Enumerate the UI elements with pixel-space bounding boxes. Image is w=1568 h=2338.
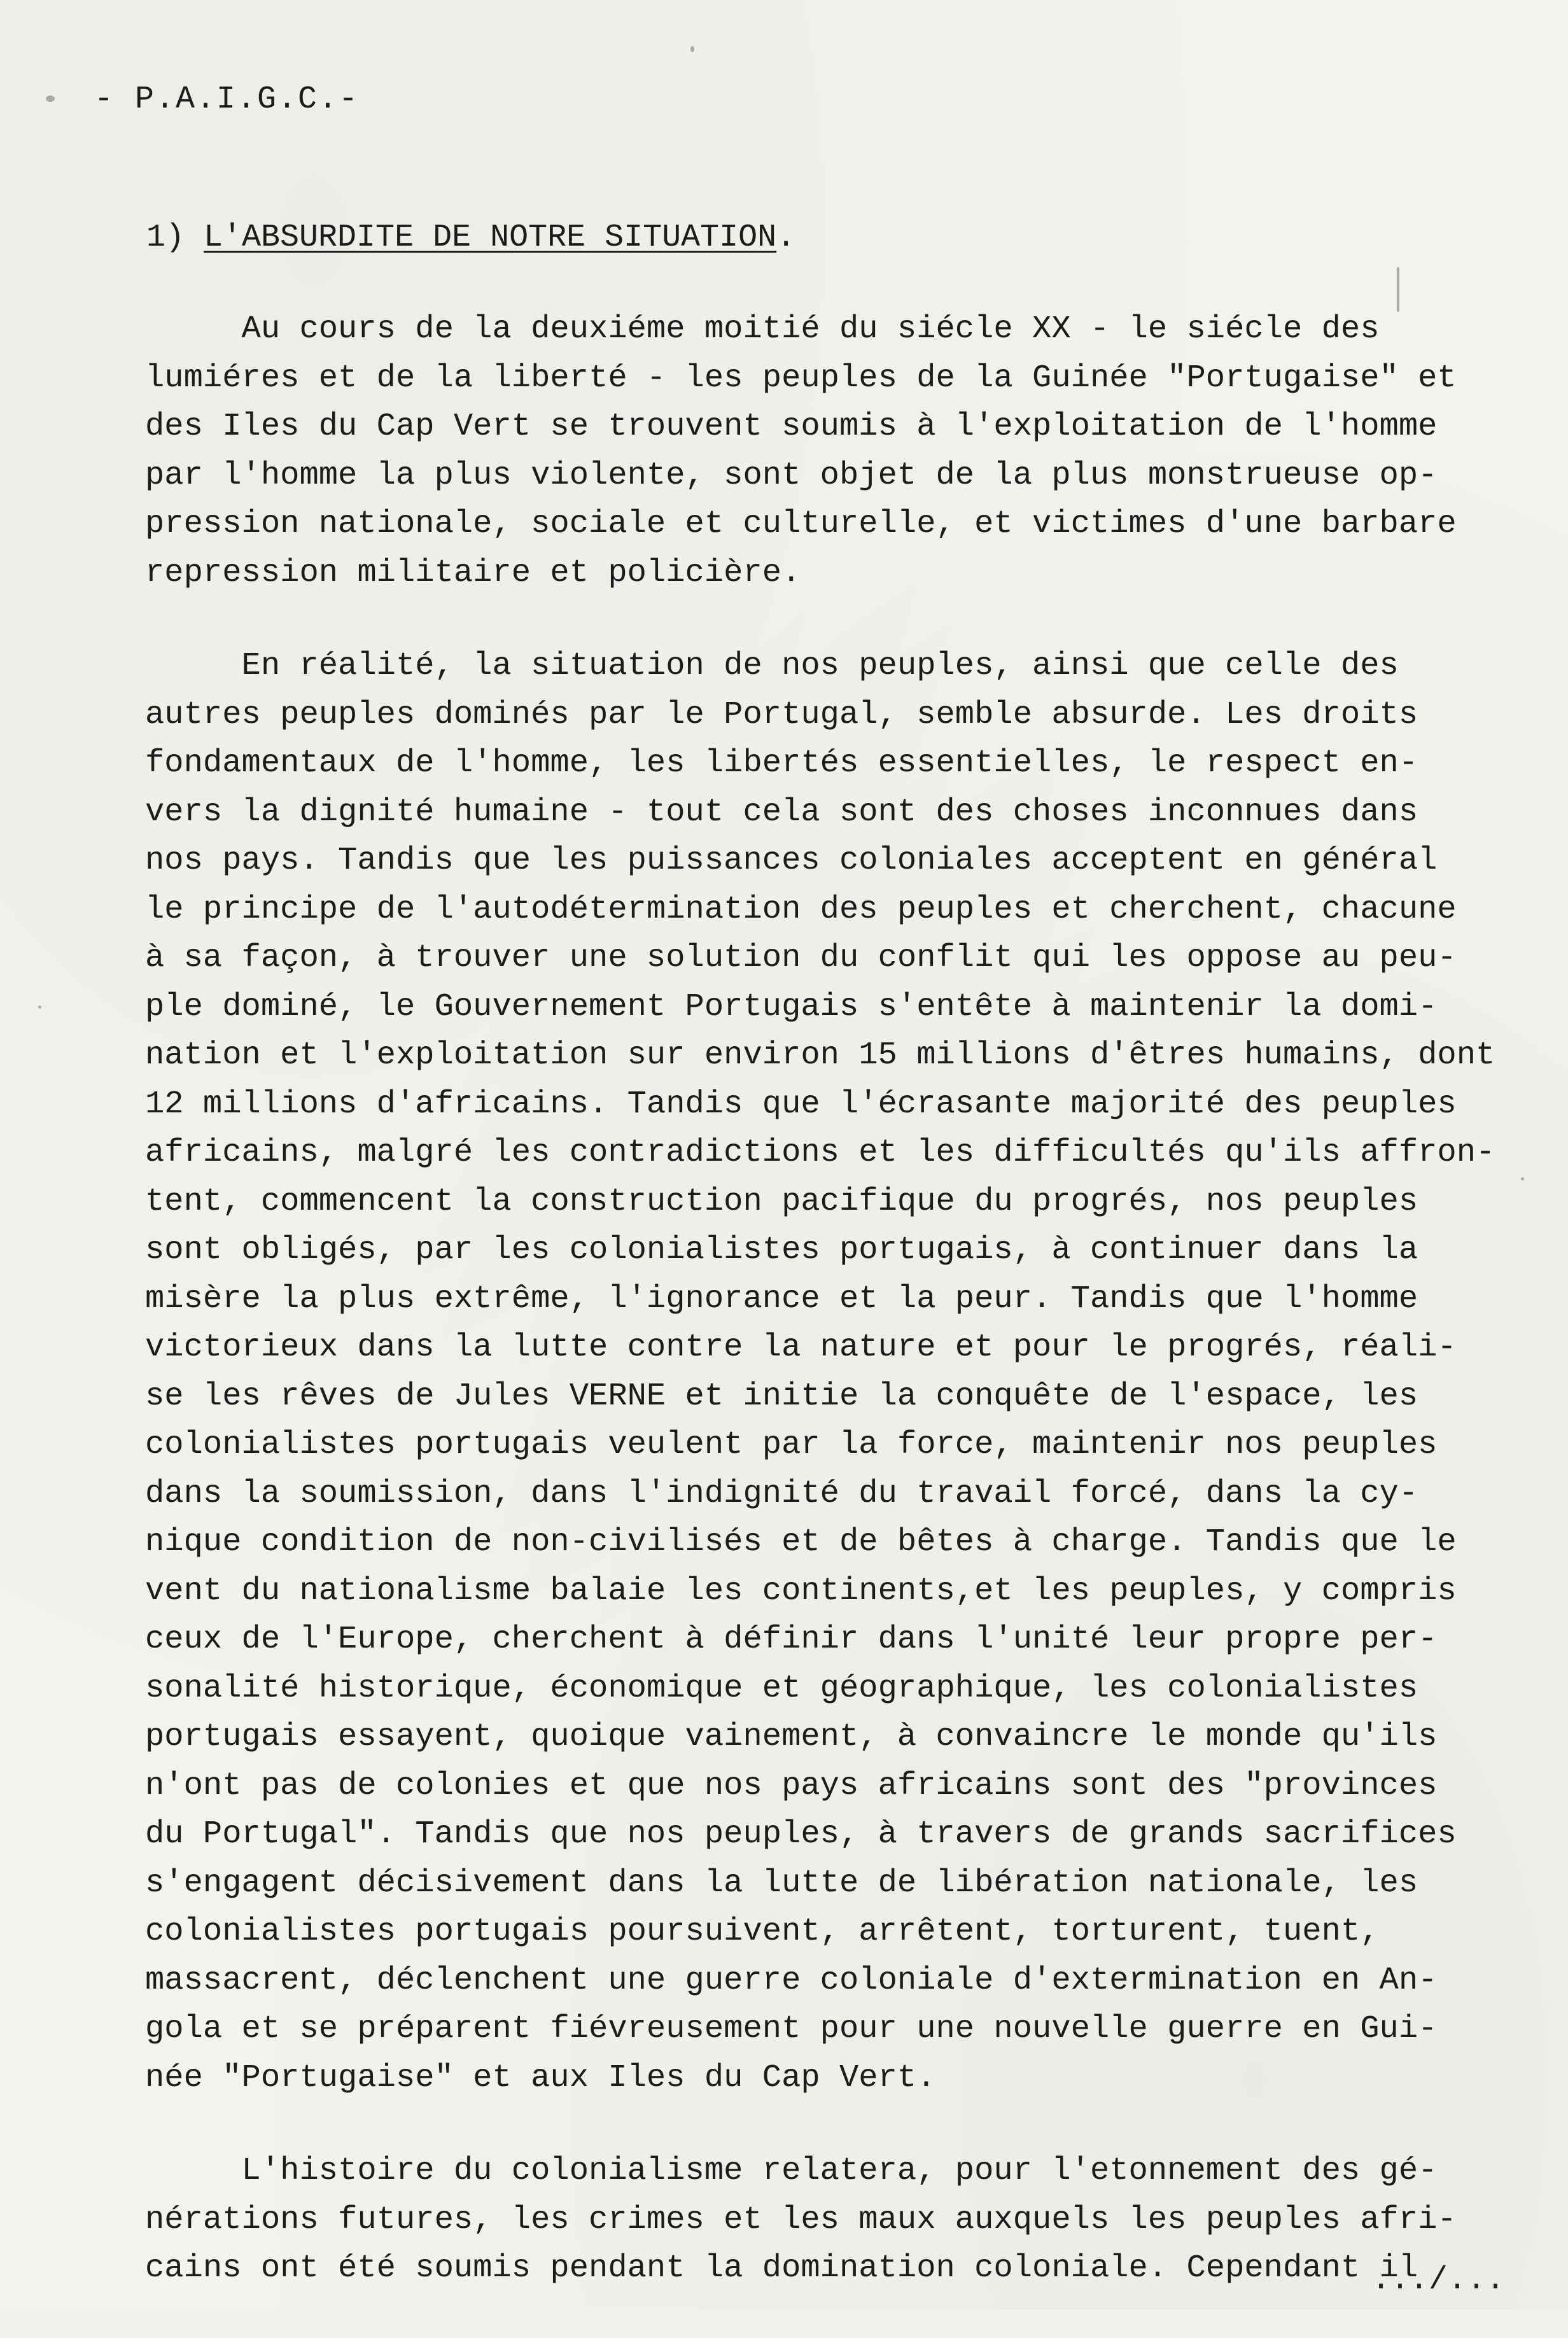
text-line: sont obligés, par les colonialistes portugais, à continuer dans la — [145, 1232, 1418, 1268]
scan-speck — [1521, 1177, 1524, 1180]
text-line: tent, commencent la construction pacifique du progrés, nos peuples — [145, 1183, 1418, 1220]
text-line: dans la soumission, dans l'indignité du travail forcé, dans la cy- — [145, 1475, 1418, 1512]
text-line: autres peuples dominés par le Portugal, semble absurde. Les droits — [145, 696, 1418, 733]
document-body — [145, 305, 1513, 2338]
section-title: L'ABSURDITE DE NOTRE SITUATION — [204, 220, 777, 256]
text-line: nation et l'exploitation sur environ 15 millions d'êtres humains, dont — [145, 1037, 1495, 1074]
text-line: victorieux dans la lutte contre la nature et pour le progrés, réali- — [145, 1329, 1457, 1366]
text-line: pression nationale, sociale et culturelle, et victimes d'une barbare — [145, 506, 1457, 542]
text-line: vent du nationalisme balaie les continents,et les peuples, y compris — [145, 1572, 1457, 1609]
text-line: gola et se préparent fiévreusement pour une nouvelle guerre en Gui- — [145, 2011, 1438, 2047]
text-line: lumiéres et de la liberté - les peuples de la Guinée "Portugaise" et — [145, 360, 1457, 396]
text-line: sonalité historique, économique et géographique, les colonialistes — [145, 1670, 1418, 1707]
page-continuation-mark: .../... — [1371, 2262, 1506, 2299]
text-line: misère la plus extrême, l'ignorance et la peur. Tandis que l'homme — [145, 1280, 1418, 1317]
text-line: nos pays. Tandis que les puissances coloniales acceptent en général — [145, 843, 1438, 879]
text-line: s'engagent décisivement dans la lutte de libération nationale, les — [145, 1865, 1418, 1901]
paragraph-1 — [145, 305, 1513, 598]
paragraph-2 — [145, 642, 1513, 2103]
text-line: ple dominé, le Gouvernement Portugais s'entête à maintenir la domi- — [145, 988, 1438, 1025]
text-line: n'ont pas de colonies et que nos pays africains sont des "provinces — [145, 1767, 1438, 1804]
text-line: à sa façon, à trouver une solution du conflit qui les oppose au peu- — [145, 940, 1457, 976]
text-line: le principe de l'autodétermination des peuples et cherchent, chacune — [145, 891, 1457, 928]
text-line: portugais essayent, quoique vainement, à convaincre le monde qu'ils — [145, 1719, 1438, 1755]
text-line: colonialistes portugais poursuivent, arrêtent, torturent, tuent, — [145, 1914, 1380, 1950]
text-line: 12 millions d'africains. Tandis que l'écrasante majorité des peuples — [145, 1086, 1457, 1123]
text-line: vers la dignité humaine - tout cela sont des choses inconnues dans — [145, 794, 1418, 830]
text-line: cains ont été soumis pendant la domination coloniale. Cependant il — [145, 2250, 1418, 2286]
text-line: ceux de l'Europe, cherchent à définir dans l'unité leur propre per- — [145, 1621, 1438, 1658]
text-line: des Iles du Cap Vert se trouvent soumis à l'exploitation de l'homme — [145, 409, 1438, 445]
text-line: En réalité, la situation de nos peuples, ainsi que celle des — [145, 648, 1399, 684]
scan-speck — [38, 1005, 41, 1009]
scan-speck — [1397, 267, 1399, 312]
section-heading — [146, 220, 795, 256]
text-line: par l'homme la plus violente, sont objet de la plus monstrueuse op- — [145, 457, 1438, 494]
text-line: africains, malgré les contradictions et les difficultés qu'ils affron- — [145, 1135, 1495, 1171]
text-line: repression militaire et policière. — [145, 554, 801, 591]
text-line: née "Portugaise" et aux Iles du Cap Vert. — [145, 2059, 936, 2096]
section-title-end: . — [776, 220, 796, 256]
text-line: L'histoire du colonialisme relatera, pour l'etonnement des gé- — [145, 2153, 1438, 2189]
text-line: fondamentaux de l'homme, les libertés essentielles, le respect en- — [145, 745, 1418, 781]
party-header: - P.A.I.G.C.- — [94, 81, 360, 118]
scan-speck — [46, 95, 55, 102]
scan-speck — [690, 46, 694, 52]
text-line: se les rêves de Jules VERNE et initie la conquête de l'espace, les — [145, 1378, 1418, 1415]
text-line: massacrent, déclenchent une guerre coloniale d'extermination en An- — [145, 1962, 1438, 1999]
text-line: Au cours de la deuxiéme moitié du siécle XX - le siécle des — [145, 311, 1380, 347]
text-line: nérations futures, les crimes et les maux auxquels les peuples afri- — [145, 2201, 1457, 2238]
section-number: 1) — [146, 220, 204, 256]
paragraph-3 — [145, 2147, 1513, 2293]
text-line: nique condition de non-civilisés et de bêtes à charge. Tandis que le — [145, 1524, 1457, 1560]
text-line: du Portugal". Tandis que nos peuples, à travers de grands sacrifices — [145, 1816, 1457, 1852]
text-line: colonialistes portugais veulent par la force, maintenir nos peuples — [145, 1427, 1438, 1463]
